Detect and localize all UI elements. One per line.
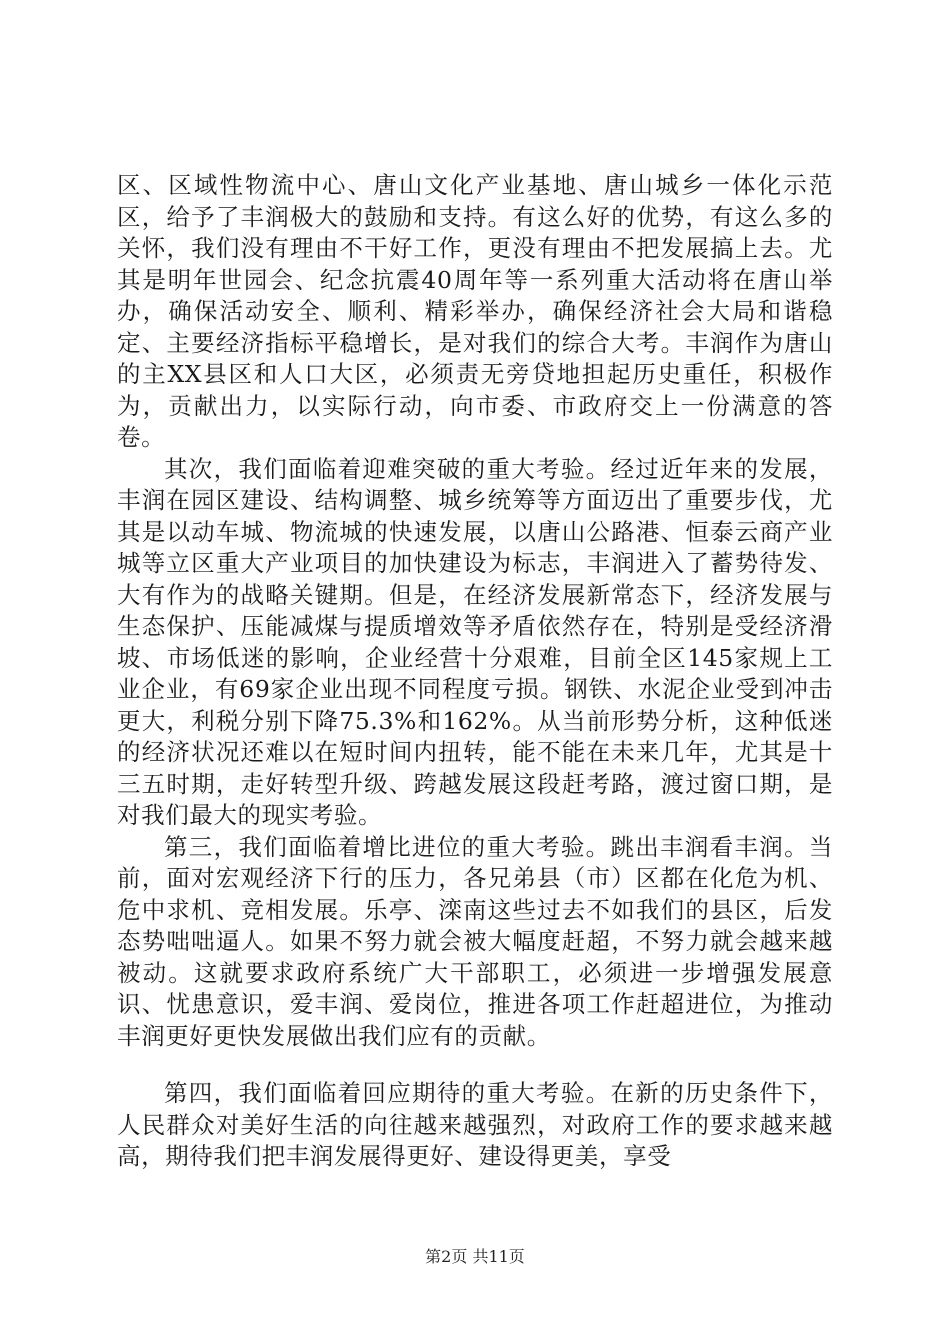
page-footer: 第2页 共11页 [425,1247,525,1266]
paragraph-spacer [117,1052,833,1078]
paragraph-second-challenge: 其次，我们面临着迎难突破的重大考验。经过近年来的发展，丰润在园区建设、结构调整、城乡统筹等方面迈出了重要步伐，尤其是以动车城、物流城的快速发展，以唐山公路港、恒泰云商产业城等立区重大产业项目的加快建设为标志，丰润进入了蓄势待发、大有作为的战略关键期。但是，在经济发展新常态下，经济发展与生态保护、压能减煤与提质增效等矛盾依然存在，特别是受经济滑坡、市场低迷的影响，企业经营十分艰难，目前全区145家规上工业企业，有69家企业出现不同程度亏损。钢铁、水泥企业受到冲击更大，利税分别下降75.3%和162%。从当前形势分析，这种低迷的经济状况还难以在短时间内扭转，能不能在未来几年，尤其是十三五时期，走好转型升级、跨越发展这段赶考路，渡过窗口期，是对我们最大的现实考验。 [117,454,833,829]
paragraph-continuation: 区、区域性物流中心、唐山文化产业基地、唐山城乡一体化示范区，给予了丰润极大的鼓励和支持。有这么好的优势，有这么多的关怀，我们没有理由不干好工作，更没有理由不把发展搞上去。尤其是明年世园会、纪念抗震40周年等一系列重大活动将在唐山举办，确保活动安全、顺利、精彩举办，确保经济社会大局和谐稳定、主要经济指标平稳增长，是对我们的综合大考。丰润作为唐山的主XX县区和人口大区，必须责无旁贷地担起历史重任，积极作为，贡献出力，以实际行动，向市委、市政府交上一份满意的答卷。 [117,171,833,451]
document-body [117,170,833,1173]
paragraph-fourth-challenge: 第四，我们面临着回应期待的重大考验。在新的历史条件下，人民群众对美好生活的向往越来越强烈，对政府工作的要求越来越高，期待我们把丰润发展得更好、建设得更美，享受 [117,1079,833,1170]
paragraph-third-challenge: 第三，我们面临着增比进位的重大考验。跳出丰润看丰润。当前，面对宏观经济下行的压力，各兄弟县（市）区都在化危为机、危中求机、竞相发展。乐亭、滦南这些过去不如我们的县区，后发态势咄咄逼人。如果不努力就会被大幅度赶超，不努力就会越来越被动。这就要求政府系统广大干部职工，必须进一步增强发展意识、忧患意识，爱丰润、爱岗位，推进各项工作赶超进位，为推动丰润更好更快发展做出我们应有的贡献。 [117,832,833,1050]
